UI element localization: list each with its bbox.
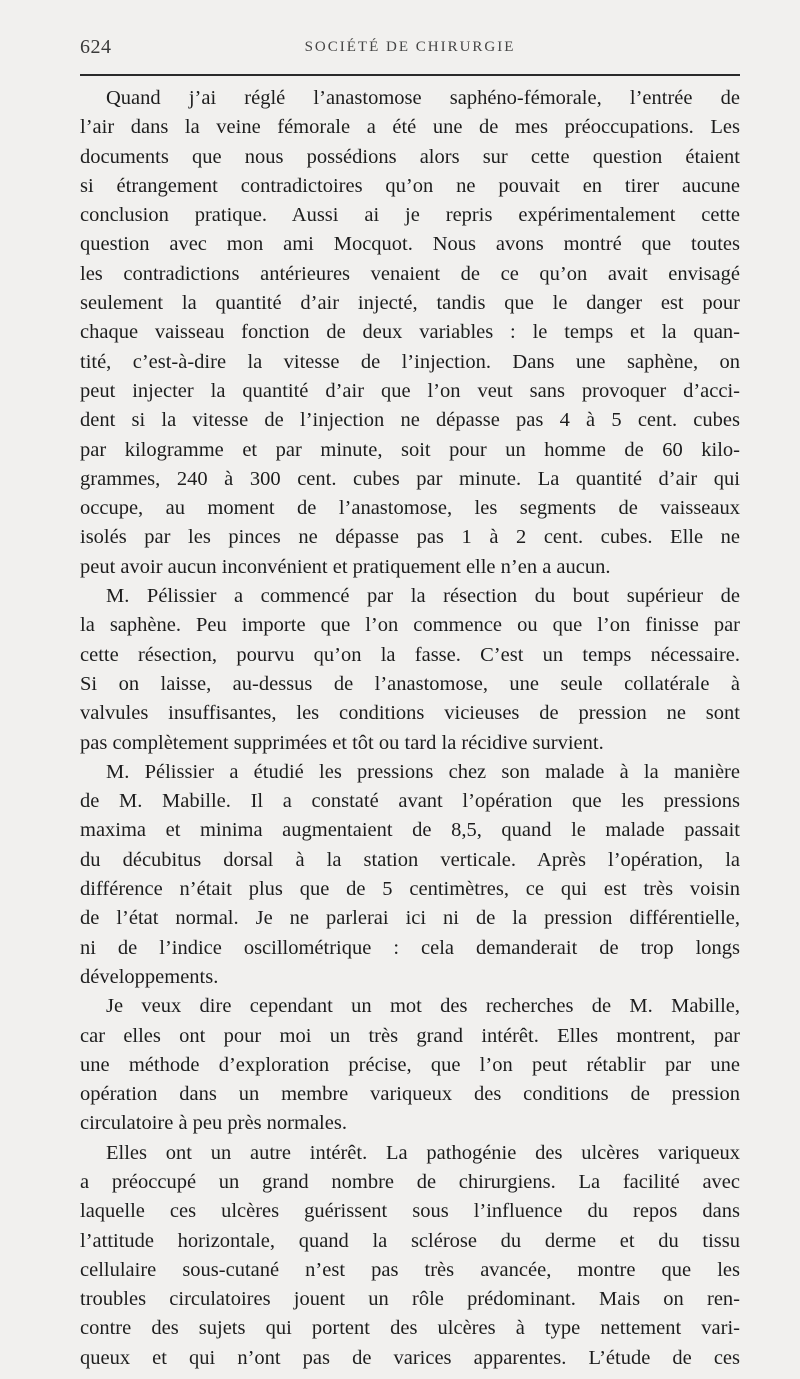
header-rule [80, 74, 740, 76]
text-line: de l’état normal. Je ne parlerai ici ni de la pression différentielle, [80, 907, 740, 930]
text-line: Je veux dire cependant un mot des recherches de M. Mabille, [106, 995, 740, 1018]
text-line: Si on laisse, au-dessus de l’anastomose, une seule collatérale à [80, 672, 740, 695]
page-number: 624 [80, 36, 112, 58]
text-line: la saphène. Peu importe que l’on commence ou que l’on finisse par [80, 614, 740, 637]
text-line: l’air dans la veine fémorale a été une de mes préoccupations. Les [80, 116, 740, 139]
text-line: M. Pélissier a commencé par la résection du bout supérieur de [106, 585, 740, 608]
text-line: queux et qui n’ont pas de varices apparentes. L’étude de ces [80, 1346, 740, 1369]
text-line: cellulaire sous-cutané n’est pas très avancée, montre que les [80, 1258, 740, 1281]
body-text [80, 84, 740, 1373]
text-line: les contradictions antérieures venaient de ce qu’on avait envisagé [80, 262, 740, 285]
text-line: contre des sujets qui portent des ulcères à type nettement vari- [80, 1317, 740, 1340]
text-line: peut injecter la quantité d’air que l’on veut sans provoquer d’acci- [80, 379, 740, 402]
text-line: valvules insuffisantes, les conditions vicieuses de pression ne sont [80, 702, 740, 725]
text-line: ni de l’indice oscillométrique : cela demanderait de trop longs [80, 936, 740, 959]
text-line: troubles circulatoires jouent un rôle prédominant. Mais on ren- [80, 1288, 740, 1311]
text-line: circulatoire à peu près normales. [80, 1112, 347, 1135]
text-line: par kilogramme et par minute, soit pour un homme de 60 kilo- [80, 438, 740, 461]
text-line: laquelle ces ulcères guérissent sous l’influence du repos dans [80, 1200, 740, 1223]
text-line: seulement la quantité d’air injecté, tandis que le danger est pour [80, 292, 740, 315]
text-line: M. Pélissier a étudié les pressions chez son malade à la manière [106, 760, 740, 783]
running-title: SOCIÉTÉ DE CHIRURGIE [304, 39, 516, 55]
text-line: peut avoir aucun inconvénient et pratiquement elle n’en a aucun. [80, 555, 611, 578]
text-line: différence n’était plus que de 5 centimètres, ce qui est très voisin [80, 878, 740, 901]
text-line: tité, c’est-à-dire la vitesse de l’injection. Dans une saphène, on [80, 350, 740, 373]
page-header [80, 36, 740, 66]
text-line: dent si la vitesse de l’injection ne dépasse pas 4 à 5 cent. cubes [80, 409, 740, 432]
text-line: si étrangement contradictoires qu’on ne pouvait en tirer aucune [80, 174, 740, 197]
text-line: car elles ont pour moi un très grand intérêt. Elles montrent, par [80, 1024, 740, 1047]
text-line: maxima et minima augmentaient de 8,5, quand le malade passait [80, 819, 740, 842]
text-line: cette résection, pourvu qu’on la fasse. C’est un temps nécessaire. [80, 643, 740, 666]
text-line: développements. [80, 965, 219, 988]
text-line: pas complètement supprimées et tôt ou tard la récidive survient. [80, 731, 604, 754]
text-line: Elles ont un autre intérêt. La pathogénie des ulcères variqueux [106, 1141, 740, 1164]
text-line: Quand j’ai réglé l’anastomose saphéno-fémorale, l’entrée de [106, 87, 740, 109]
text-line: une méthode d’exploration précise, que l’on peut rétablir par une [80, 1053, 740, 1076]
text-line: a préoccupé un grand nombre de chirurgiens. La facilité avec [80, 1170, 740, 1193]
text-line: isolés par les pinces ne dépasse pas 1 à 2 cent. cubes. Elle ne [80, 526, 740, 549]
text-line: chaque vaisseau fonction de deux variables : le temps et la quan- [80, 321, 740, 344]
text-line: de M. Mabille. Il a constaté avant l’opération que les pressions [80, 790, 740, 813]
text-line: occupe, au moment de l’anastomose, les segments de vaisseaux [80, 497, 740, 520]
text-line: conclusion pratique. Aussi ai je repris expérimentalement cette [80, 204, 740, 227]
text-line: opération dans un membre variqueux des conditions de pression [80, 1083, 740, 1106]
text-line: grammes, 240 à 300 cent. cubes par minute. La quantité d’air qui [80, 467, 740, 490]
text-line: l’attitude horizontale, quand la sclérose du derme et du tissu [80, 1229, 740, 1252]
text-line: documents que nous possédions alors sur cette question étaient [80, 145, 740, 168]
text-line: du décubitus dorsal à la station verticale. Après l’opération, la [80, 848, 740, 871]
text-line: question avec mon ami Mocquot. Nous avons montré que toutes [80, 233, 740, 256]
